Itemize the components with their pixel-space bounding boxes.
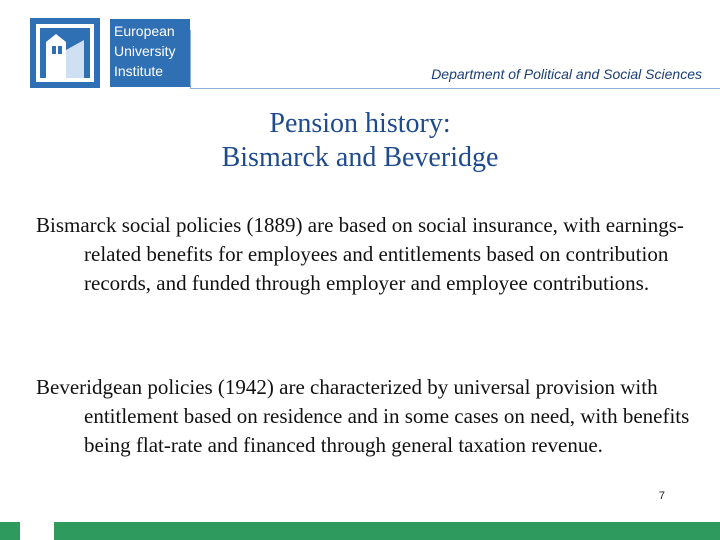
slide-header bbox=[0, 0, 720, 90]
eui-building-icon bbox=[30, 18, 100, 88]
slide-title-line-2: Bismarck and Beveridge bbox=[221, 142, 499, 173]
department-title: Department of Political and Social Sciences bbox=[431, 66, 702, 82]
logo-line-3: Institute bbox=[114, 63, 164, 79]
page-number: 7 bbox=[658, 490, 665, 502]
beveridge-paragraph: Beveridgean policies (1942) are characterized by universal provision with entitlement based on residence and in some cases on need, with benefits being flat-rate and financed through general taxation revenue. bbox=[36, 375, 690, 457]
logo-line-1: European bbox=[114, 23, 175, 39]
logo-line-2: University bbox=[114, 43, 176, 59]
footer-bar bbox=[54, 522, 720, 540]
footer-bar-left bbox=[0, 522, 20, 540]
header-divider-vertical bbox=[190, 30, 191, 88]
slide-title bbox=[0, 107, 720, 175]
slide-title-line-1: Pension history: bbox=[269, 108, 451, 139]
bismarck-paragraph: Bismarck social policies (1889) are based on social insurance, with earnings-related benefits for employees and entitlements based on contribution records, and funded through employer and employee contributions. bbox=[36, 213, 684, 295]
header-divider bbox=[190, 88, 720, 89]
logo-wordmark bbox=[110, 19, 190, 87]
eui-logo bbox=[30, 18, 190, 88]
